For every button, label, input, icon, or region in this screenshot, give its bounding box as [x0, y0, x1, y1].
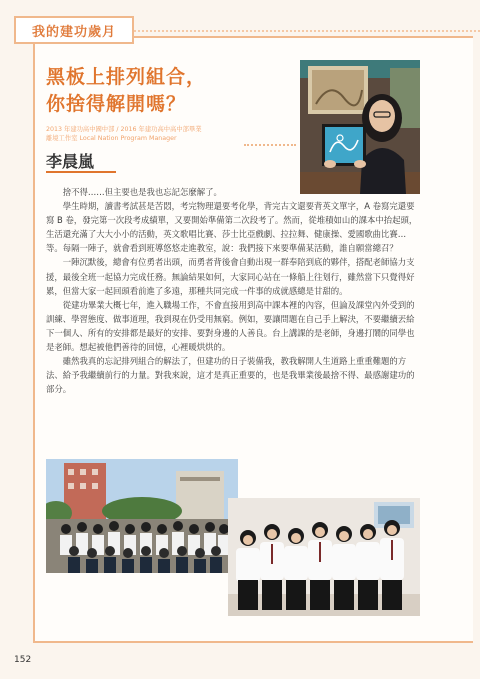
author-name: 李晨嵐: [46, 152, 95, 171]
author-credential: [46, 125, 296, 143]
credential-line: 離境工作室 Local Nation Program Manager: [46, 135, 177, 142]
page-number: 152: [14, 655, 32, 665]
article-paragraph: 捨不得……但主要也是我也忘記怎麼解了。: [62, 187, 222, 197]
title-line: 黑板上排列組合，: [46, 66, 207, 88]
article-paragraph: 雖然我真的忘記排列組合的解法了，但建功的日子裝備我，教我解開人生道路上重重難題的方法、給予我繼續前行的力量。對我來說，這才是真正重要的，也是我畢業後最捨不得、最感謝建功的部分。: [46, 356, 415, 395]
article-title: [46, 64, 296, 118]
decorative-dotted-line: [244, 144, 296, 148]
article-paragraph: 從建功畢業大概七年，進入職場工作，不會直接用到高中課本裡的內容，但論及課堂內外受到的訓練、學習態度、做事道理，我到現在仍受用無窮。例如，要讓問題在自己手上解決，不要繼續丟給下一個人、所有的安排都是最好的安排、要對身邊的人善良。台上講課的是老師，身邊打鬧的同學也是老師。想起被他們善待的回憶，心裡暖烘烘的。: [46, 299, 415, 353]
credential-line: 2013 年建功高中國中部 / 2016 年建功高中高中部畢業: [46, 126, 202, 133]
indoor-group-illustration: [228, 498, 420, 616]
class-photo-indoor: [228, 498, 420, 616]
class-photo-outdoor: [46, 459, 238, 573]
section-tab: 我的建功歲月: [14, 16, 134, 44]
article-body: [46, 185, 422, 396]
author-portrait: [300, 60, 420, 194]
author-underline: [46, 171, 116, 173]
title-line: 你捨得解開嗎？: [46, 93, 187, 115]
decorative-dotted-line: [134, 30, 480, 34]
outdoor-group-illustration: [46, 459, 238, 573]
article-paragraph: 學生時期，讀書考試甚是苦悶，考完物理還要考化學，背完古文還要背英文單字，A 卷寫完還要寫 B 卷，發完第一次段考成績單，又要開始準備第二次段考了。然而，從堆積如山的課本中抬起頭，生活還充滿了大大小小的活動，英文歌唱比賽、莎士比亞戲劇、拉拉舞、健康操、愛國歌曲比賽…等。每隔一陣子，就會看到班導悠悠走進教室，說：我們接下來要準備某活動，誰自願當總召？: [46, 201, 418, 254]
article-paragraph: 一陣沉默後，總會有位勇者出頭，而勇者背後會自動出現一群奉陪到底的夥伴，搭配老師協力支援，最後全班一起協力完成任務。無論結果如何，大家同心站在一條船上往划行，雖然當下只覺得好累，但當大家一起回頭看前進了多遠，那種共同完成一件事的成就感總是甘甜的。: [46, 257, 415, 296]
portrait-illustration: [300, 60, 420, 194]
author-block: [46, 149, 296, 171]
